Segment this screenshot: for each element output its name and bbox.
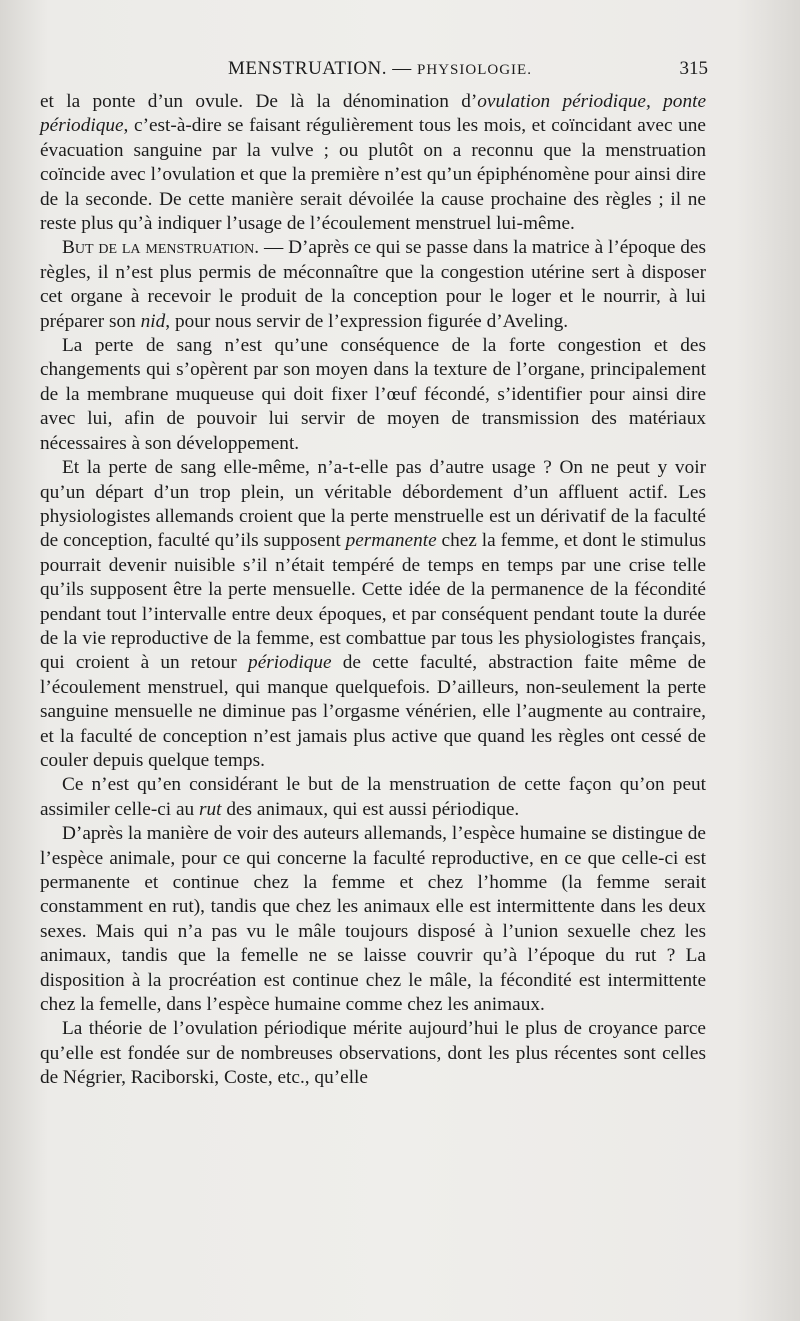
running-header [228,58,708,84]
running-head-title [228,58,532,80]
running-head-dash: — [392,58,412,79]
paragraph-6: D’après la manière de voir des auteurs allemands, l’espèce humaine se distingue de l’espèce animale, pour ce qui concerne la faculté reproductive, en ce que celle-ci est permanente et continue chez la femme et chez l’homme (la femme serait constamment en rut), tandis que chez les animaux elle est intermittente dans les deux sexes. Mais qui n’a pas vu le mâle toujours disposé à l’union sexuelle chez les animaux, tandis que la femelle ne se laisse couvrir qu’à l’époque du rut ? La disposition à la procréation est continue chez le mâle, la fécondité est intermittente chez la femelle, dans l’espèce humaine comme chez les animaux. [40,823,706,1016]
page-number: 315 [679,58,708,79]
paragraph-3: La perte de sang n’est qu’une conséquence de la forte congestion et des changements qui s’opèrent par son moyen dans la texture de l’organe, principalement de la membrane muqueuse qui doit fixer l’œuf fécondé, s’identifier pour ainsi dire avec lui, afin de pouvoir lui servir de moyen de transmission des matériaux nécessaires à son développement. [40,335,706,454]
paragraph-1: et la ponte d’un ovule. De là la dénomination d’ovulation périodique, ponte périodique, c’est-à-dire se faisant régulièrement tous les mois, et coïncidant avec une évacuation sanguine par la vulve ; ou plutôt on a reconnu que la menstruation coïncide avec l’ovulation et que la première n’est qu’un épiphénomène pour ainsi dire de la seconde. De cette manière serait dévoilée la cause prochaine des règles ; il ne reste plus qu’à indiquer l’usage de l’écoulement menstruel lui-même. [40,91,706,235]
section-heading: But de la menstruation. [62,237,260,259]
paragraph-7: La théorie de l’ovulation périodique mérite aujourd’hui le plus de croyance parce qu’elle est fondée sur de nombreuses observations, dont les plus récentes sont celles de Négrier, Raciborski, Coste, etc., qu’elle [40,1018,706,1089]
body-text [40,90,706,1091]
paragraph-5: Ce n’est qu’en considérant le but de la menstruation de cette façon qu’on peut assimiler celle-ci au rut des animaux, qui est aussi périodique. [40,774,706,820]
running-head-main: MENSTRUATION. [228,58,388,79]
paragraph-2: But de la menstruation. — D’après ce qui se passe dans la matrice à l’époque des règles, il n’est plus permis de méconnaître que la congestion utérine sert à disposer cet organe à recevoir le produit de la conception pour le loger et le nourrir, à lui préparer son nid, pour nous servir de l’expression figurée d’Aveling. [40,237,706,332]
running-head-sub: PHYSIOLOGIE. [417,62,532,78]
paragraph-4: Et la perte de sang elle-même, n’a-t-elle pas d’autre usage ? On ne peut y voir qu’un départ d’un trop plein, un véritable débordement d’un affluent actif. Les physiologistes allemands croient que la perte menstruelle est un dérivatif de la faculté de conception, faculté qu’ils supposent permanente chez la femme, et dont le stimulus pourrait devenir nuisible s’il n’était tempéré de temps en temps par une crise telle qu’ils supposent être la perte mensuelle. Cette idée de la permanence de la fécondité pendant tout l’intervalle entre deux époques, et par conséquent pendant toute la durée de la vie reproductive de la femme, est combattue par tous les physiologistes français, qui croient à un retour périodique de cette faculté, abstraction faite même de l’écoulement menstruel, qui manque quelquefois. D’ailleurs, non-seulement la perte sanguine mensuelle ne diminue pas l’orgasme vénérien, elle l’augmente au contraire, et la faculté de conception n’est jamais plus active que quand les règles ont cessé de couler depuis quelque temps. [40,457,706,771]
